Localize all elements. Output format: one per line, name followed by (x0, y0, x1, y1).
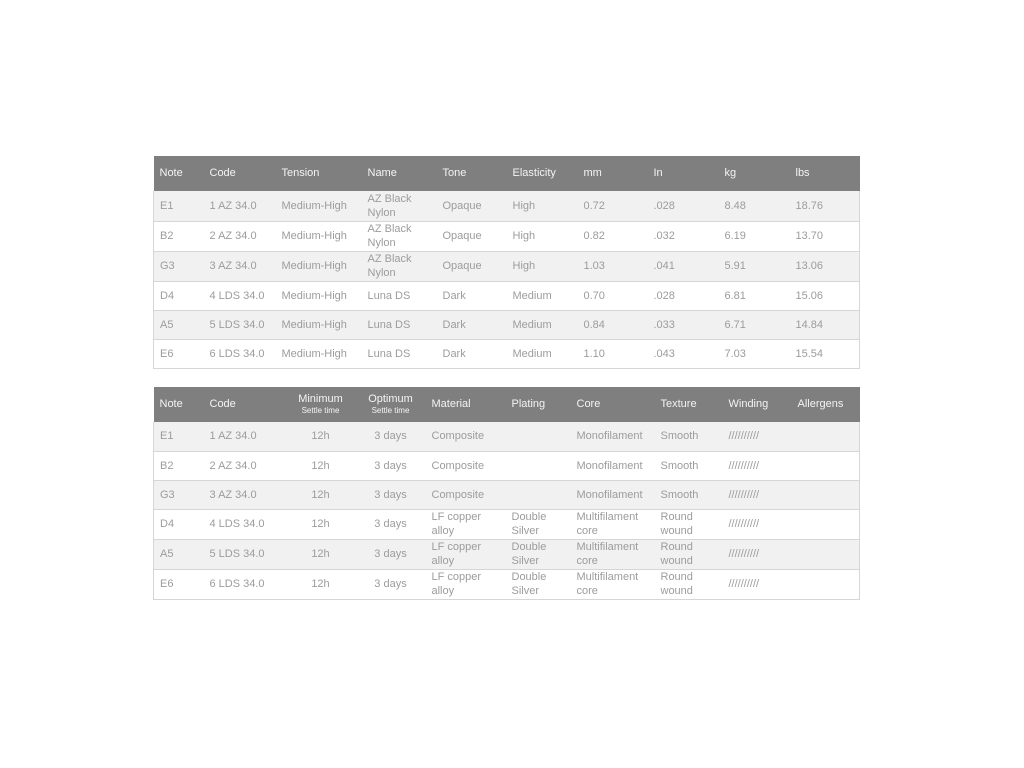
cell-texture: Smooth (660, 488, 699, 501)
cell-in: .028 (653, 289, 675, 302)
cell-lbs: 13.06 (795, 260, 824, 272)
col-header-tension: Tension (281, 167, 320, 179)
cell-tone: Opaque (442, 260, 482, 272)
cell-kg: 6.71 (724, 318, 746, 331)
cell-tension: Medium-High (281, 289, 347, 302)
table-row (154, 339, 860, 368)
header-label: Winding (728, 398, 769, 410)
col-header-material (426, 387, 506, 422)
col-header-winding (723, 387, 792, 422)
cell-tone: Opaque (442, 230, 482, 242)
header-label: Code (209, 398, 236, 410)
cell-name: AZ Black Nylon (367, 223, 412, 249)
col-header-lbs: lbs (795, 167, 810, 179)
cell-kg: 7.03 (724, 347, 746, 360)
header-row (154, 156, 860, 191)
cell-elasticity: High (512, 230, 536, 242)
table-row (154, 480, 860, 509)
cell-kg: 8.48 (724, 199, 746, 212)
cell-winding: ////////// (728, 518, 760, 530)
cell-elasticity: Medium (512, 347, 552, 360)
cell-note: E6 (160, 578, 174, 590)
cell-elasticity: Medium (512, 289, 552, 302)
col-header-name: Name (367, 167, 397, 179)
cell-note: G3 (160, 260, 175, 272)
cell-tone: Dark (442, 289, 466, 302)
cell-tension: Medium-High (281, 318, 347, 331)
table-row (154, 281, 860, 310)
cell-tone: Dark (442, 318, 466, 331)
header-sublabel: Settle time (301, 406, 340, 415)
spec-table (153, 156, 860, 369)
col-header-core (571, 387, 655, 422)
cell-in: .032 (653, 230, 675, 242)
cell-min-settle: 12h (311, 459, 330, 472)
cell-lbs: 15.06 (795, 289, 824, 302)
cell-plating (506, 451, 571, 480)
cell-mm: 0.70 (583, 289, 605, 302)
cell-code: 2 AZ 34.0 (209, 230, 257, 242)
cell-material: LF copper alloy (431, 571, 482, 597)
cell-name: Luna DS (367, 347, 411, 360)
cell-tension: Medium-High (281, 199, 347, 212)
table-row (154, 251, 860, 281)
cell-material: Composite (431, 488, 485, 501)
col-header-kg: kg (724, 167, 737, 179)
col-header-tone: Tone (442, 167, 467, 179)
cell-kg: 5.91 (724, 260, 746, 272)
cell-allergens (792, 509, 860, 539)
header-label: Minimum (298, 393, 343, 405)
cell-code: 3 AZ 34.0 (209, 260, 257, 272)
header-label: Texture (660, 398, 697, 410)
cell-code: 5 LDS 34.0 (209, 318, 265, 331)
cell-core: Multifilament core (576, 571, 639, 597)
cell-plating (506, 480, 571, 509)
cell-mm: 0.72 (583, 199, 605, 212)
cell-in: .041 (653, 260, 675, 272)
table-row (154, 539, 860, 569)
cell-note: B2 (160, 230, 174, 242)
col-header-code (204, 387, 286, 422)
cell-in: .028 (653, 199, 675, 212)
cell-code: 4 LDS 34.0 (209, 289, 265, 302)
cell-elasticity: Medium (512, 318, 552, 331)
col-header-note: Note (159, 167, 183, 179)
cell-name: AZ Black Nylon (367, 192, 412, 219)
table-row (154, 509, 860, 539)
col-header-texture (655, 387, 723, 422)
col-header-optimum-settle (356, 387, 426, 422)
cell-code: 6 LDS 34.0 (209, 347, 265, 360)
table-row (154, 569, 860, 599)
cell-note: A5 (160, 318, 174, 331)
materials-spec-table (153, 387, 860, 600)
cell-winding: ////////// (728, 548, 760, 560)
cell-allergens (792, 451, 860, 480)
cell-allergens (792, 539, 860, 569)
cell-winding: ////////// (728, 578, 760, 590)
cell-min-settle: 12h (311, 430, 330, 443)
cell-core: Multifilament core (576, 511, 639, 537)
cell-tension: Medium-High (281, 347, 347, 360)
cell-code: 1 AZ 34.0 (209, 430, 257, 443)
cell-tone: Dark (442, 347, 466, 360)
cell-texture: Round wound (660, 541, 693, 567)
cell-note: G3 (160, 488, 175, 501)
table-row (154, 422, 860, 451)
col-header-elasticity: Elasticity (512, 167, 556, 179)
header-row (154, 387, 860, 422)
cell-note: A5 (160, 548, 174, 560)
cell-plating: Double Silver (511, 541, 547, 567)
cell-code: 3 AZ 34.0 (209, 488, 257, 501)
col-header-plating (506, 387, 571, 422)
cell-name: Luna DS (367, 318, 411, 331)
header-label: Material (431, 398, 471, 410)
col-header-mm: mm (583, 167, 602, 179)
col-header-minimum-settle (286, 387, 356, 422)
cell-lbs: 14.84 (795, 318, 824, 331)
cell-opt-settle: 3 days (374, 488, 407, 501)
cell-core: Monofilament (576, 459, 643, 472)
cell-material: LF copper alloy (431, 541, 482, 567)
cell-winding: ////////// (728, 430, 760, 443)
cell-opt-settle: 3 days (374, 548, 407, 560)
cell-name: Luna DS (367, 289, 411, 302)
header-label: Plating (511, 398, 546, 410)
cell-code: 4 LDS 34.0 (209, 518, 265, 530)
cell-mm: 1.10 (583, 347, 605, 360)
header-label: Core (576, 398, 601, 410)
cell-opt-settle: 3 days (374, 459, 407, 472)
strings-spec-table (153, 156, 859, 369)
table-row (154, 451, 860, 480)
cell-in: .043 (653, 347, 675, 360)
cell-note: B2 (160, 459, 174, 472)
cell-mm: 1.03 (583, 260, 605, 272)
cell-elasticity: High (512, 260, 536, 272)
cell-allergens (792, 422, 860, 451)
cell-name: AZ Black Nylon (367, 253, 412, 279)
col-header-code: Code (209, 167, 236, 179)
cell-lbs: 15.54 (795, 347, 824, 360)
cell-note: D4 (160, 518, 175, 530)
cell-texture: Smooth (660, 459, 699, 472)
cell-lbs: 13.70 (795, 230, 824, 242)
cell-opt-settle: 3 days (374, 518, 407, 530)
col-header-allergens (792, 387, 860, 422)
col-header-in: In (653, 167, 663, 179)
cell-allergens (792, 480, 860, 509)
cell-core: Monofilament (576, 430, 643, 443)
cell-winding: ////////// (728, 488, 760, 501)
cell-code: 1 AZ 34.0 (209, 199, 257, 212)
cell-elasticity: High (512, 199, 536, 212)
cell-opt-settle: 3 days (374, 578, 407, 590)
cell-winding: ////////// (728, 459, 760, 472)
table-row (154, 310, 860, 339)
header-label: Optimum (368, 393, 413, 405)
cell-code: 2 AZ 34.0 (209, 459, 257, 472)
cell-material: LF copper alloy (431, 511, 482, 537)
table-row (154, 221, 860, 251)
cell-code: 5 LDS 34.0 (209, 548, 265, 560)
cell-kg: 6.81 (724, 289, 746, 302)
cell-plating: Double Silver (511, 511, 547, 537)
cell-min-settle: 12h (311, 548, 330, 560)
cell-min-settle: 12h (311, 518, 330, 530)
cell-texture: Round wound (660, 511, 693, 537)
cell-opt-settle: 3 days (374, 430, 407, 443)
cell-texture: Round wound (660, 571, 693, 597)
cell-material: Composite (431, 430, 485, 443)
cell-note: E6 (160, 347, 174, 360)
cell-core: Multifilament core (576, 541, 639, 567)
cell-min-settle: 12h (311, 488, 330, 501)
cell-min-settle: 12h (311, 578, 330, 590)
header-label: Note (159, 398, 183, 410)
cell-texture: Smooth (660, 430, 699, 443)
cell-note: E1 (160, 430, 174, 443)
cell-tension: Medium-High (281, 230, 347, 242)
col-header-note (154, 387, 204, 422)
header-sublabel: Settle time (371, 406, 410, 415)
cell-lbs: 18.76 (795, 199, 824, 212)
cell-material: Composite (431, 459, 485, 472)
header-label: Allergens (797, 398, 844, 410)
cell-mm: 0.82 (583, 230, 605, 242)
cell-tone: Opaque (442, 199, 482, 212)
cell-allergens (792, 569, 860, 599)
cell-core: Monofilament (576, 488, 643, 501)
cell-in: .033 (653, 318, 675, 331)
cell-tension: Medium-High (281, 260, 347, 272)
cell-kg: 6.19 (724, 230, 746, 242)
cell-plating: Double Silver (511, 571, 547, 597)
cell-note: E1 (160, 199, 174, 212)
table-row (154, 191, 860, 221)
cell-plating (506, 422, 571, 451)
materials-table (153, 387, 859, 600)
cell-note: D4 (160, 289, 175, 302)
cell-code: 6 LDS 34.0 (209, 578, 265, 590)
cell-mm: 0.84 (583, 318, 605, 331)
